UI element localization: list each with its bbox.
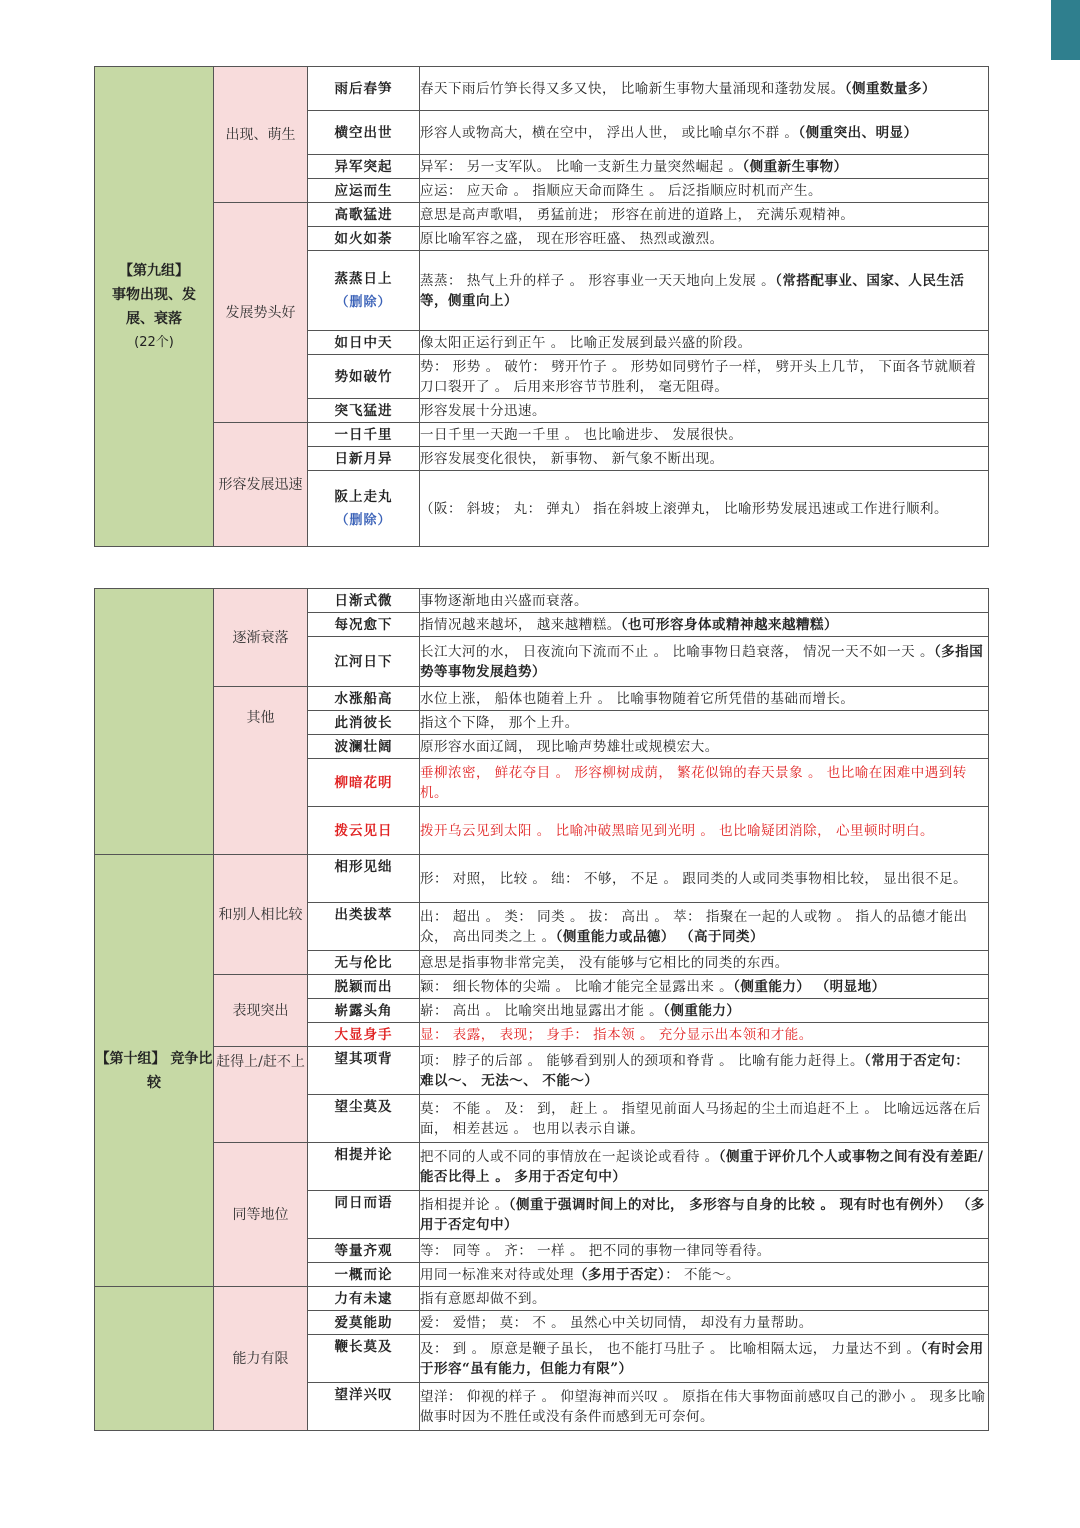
definition: 形容人或物高大，横在空中， 浮出人世， 或比喻卓尔不群 。 — [420, 124, 799, 141]
group-line-1: 事物出现、发 — [112, 286, 196, 303]
definition-note: （侧重能力） （明显地） — [733, 978, 886, 995]
sub-category-cell — [214, 67, 308, 203]
term-cell — [308, 687, 420, 711]
term: 水涨船高 — [334, 690, 393, 707]
definition-cell — [420, 975, 989, 999]
definition: 等： 同等 。 齐： 一样 。 把不同的事物一律同等看待。 — [420, 1242, 771, 1259]
definition-cell — [420, 855, 989, 903]
term-cell — [308, 251, 420, 331]
term: 无与伦比 — [334, 954, 393, 971]
sub-category: 发展势头好 — [225, 304, 296, 321]
term-cell — [308, 999, 420, 1023]
definition: 用同一标准来对待或处理 — [420, 1266, 574, 1283]
sub-category: 表现突出 — [232, 1002, 289, 1019]
term-cell — [308, 203, 420, 227]
term-cell — [308, 903, 420, 951]
definition-note: （侧重新生事物） — [742, 158, 848, 175]
definition-cell — [420, 637, 989, 687]
definition-note: （侧重于评价几个人或事物之间有没有差距/能否比得上 。 多用于否定句中） — [420, 1148, 984, 1185]
term: 柳暗花明 — [334, 774, 393, 791]
definition-cell — [420, 471, 989, 547]
term: 异军突起 — [334, 158, 393, 175]
sub-category-cell — [214, 589, 308, 687]
term: 相形见绌 — [334, 859, 393, 875]
term: 望尘莫及 — [334, 1099, 393, 1115]
definition: 把不同的人或不同的事情放在一起谈论或看待 。 — [420, 1148, 719, 1165]
sub-category-cell — [214, 1287, 308, 1431]
definition: 水位上涨， 船体也随着上升 。 比喻事物随着它所凭借的基础而增长。 — [420, 690, 855, 707]
definition: 势： 形势 。 破竹： 劈开竹子 。 形势如同劈竹子一样， 劈开头上几节， 下面各节就顺着刀口裂开了 。 后用来形容节节胜利， 毫无阻碍。 — [420, 358, 977, 395]
term: 同日而语 — [334, 1195, 393, 1211]
term: 望其项背 — [334, 1051, 393, 1067]
definition-note: （侧重于强调时间上的对比， 多形容与自身的比较 。 现有时也有例外） （多用于否定句中） — [420, 1196, 985, 1233]
definition: 长江大河的水， 日夜流向下流而不止 。 比喻事物日趋衰落， 情况一天不如一天 。 — [420, 643, 934, 660]
definition-note: （多指国势等事物发展趋势） — [420, 643, 984, 680]
sub-category: 出现、萌生 — [225, 126, 296, 143]
definition-cell — [420, 759, 989, 807]
definition-cell — [420, 687, 989, 711]
definition: 垂柳浓密， 鲜花夺目 。 形容柳树成荫， 繁花似锦的春天景象 。 也比喻在困难中遇到转机。 — [420, 764, 967, 801]
definition-cell — [420, 1239, 989, 1263]
term: 出类拔萃 — [334, 907, 393, 923]
definition: 一日千里一天跑一千里 。 也比喻进步、 发展很快。 — [420, 426, 743, 443]
term: 如日中天 — [334, 334, 393, 351]
term-cell — [308, 1263, 420, 1287]
sub-category-cell — [214, 1047, 308, 1143]
sub-category: 形容发展迅速 — [218, 476, 303, 493]
term-cell — [308, 613, 420, 637]
term-cell — [308, 1143, 420, 1191]
term: 一概而论 — [334, 1266, 393, 1283]
term: 脱颖而出 — [334, 978, 393, 995]
term: 如火如荼 — [334, 230, 393, 247]
definition-cell — [420, 1095, 989, 1143]
definition-cell — [420, 331, 989, 355]
definition-note: （常用于否定句： 难以～、 无法～、 不能～） — [420, 1052, 970, 1089]
definition-tail: ： 不能～。 — [665, 1266, 741, 1283]
definition: 望洋： 仰视的样子 。 仰望海神而兴叹 。 原指在伟大事物面前感叹自己的渺小 。 现多比喻做事时因为不胜任或没有条件而感到无可奈何。 — [420, 1388, 986, 1425]
definition-cell — [420, 903, 989, 951]
delete-mark: （删除） — [335, 294, 392, 310]
term-cell — [308, 1239, 420, 1263]
definition: 形： 对照， 比较 。 绌： 不够， 不足 。 跟同类的人或同类事物相比较， 显出很不足。 — [420, 870, 968, 887]
definition: 莫： 不能 。 及： 到， 赶上 。 指望见前面人马扬起的尘土而追赶不上 。 比喻远远落在后面， 相差甚远 。 也用以表示自谦。 — [420, 1100, 982, 1137]
term-cell — [308, 735, 420, 759]
term-cell — [308, 711, 420, 735]
term-cell — [308, 855, 420, 903]
term-cell — [308, 637, 420, 687]
term-cell — [308, 1047, 420, 1095]
term: 势如破竹 — [334, 368, 393, 385]
sub-category-cell — [214, 855, 308, 975]
definition-note: （有时会用于形容“虽有能力，但能力有限”） — [420, 1340, 984, 1377]
definition-cell — [420, 1263, 989, 1287]
definition: 蒸蒸： 热气上升的样子 。 形容事业一天天地向上发展 。 — [420, 272, 776, 289]
definition-cell — [420, 1191, 989, 1239]
term: 此消彼长 — [334, 714, 393, 731]
definition-note: （侧重突出、明显） — [798, 124, 918, 141]
definition-cell — [420, 111, 989, 155]
term: 鞭长莫及 — [334, 1339, 393, 1355]
group-line-2: 展、衰落 — [126, 310, 182, 327]
definition: 爱： 爱惜； 莫： 不 。 虽然心中关切同情， 却没有力量帮助。 — [420, 1314, 813, 1331]
definition: 及： 到 。 原意是鞭子虽长， 也不能打马肚子 。 比喻相隔太远， 力量达不到 。 — [420, 1340, 921, 1357]
term: 江河日下 — [334, 653, 393, 670]
vocab-table-group-9 — [94, 66, 989, 547]
term: 日渐式微 — [334, 592, 393, 609]
definition-cell — [420, 203, 989, 227]
term: 蒸蒸日上 — [334, 270, 393, 287]
definition: 春天下雨后竹笋长得又多又快， 比喻新生事物大量涌现和蓬勃发展。 — [420, 80, 845, 97]
term: 日新月异 — [334, 450, 393, 467]
term: 望洋兴叹 — [334, 1387, 393, 1403]
group-count: (22个) — [134, 334, 174, 350]
term-cell — [308, 111, 420, 155]
definition-cell — [420, 589, 989, 613]
definition-cell — [420, 1311, 989, 1335]
definition-note: （侧重能力或品德） （高于同类） — [555, 928, 765, 945]
sub-category-cell — [214, 975, 308, 1047]
sub-category-cell — [214, 1143, 308, 1287]
definition: 异军： 另一支军队。 比喻一支新生力量突然崛起 。 — [420, 158, 743, 175]
sub-category-cell — [214, 423, 308, 547]
definition-cell — [420, 1023, 989, 1047]
term-cell — [308, 67, 420, 111]
term-cell — [308, 331, 420, 355]
definition-cell — [420, 355, 989, 399]
definition-note: （常搭配事业、国家、人民生活等，侧重向上） — [420, 272, 965, 309]
term: 拨云见日 — [334, 822, 393, 839]
sub-category: 能力有限 — [232, 1350, 289, 1367]
definition-cell — [420, 807, 989, 855]
term-cell — [308, 807, 420, 855]
definition: 指相提并论 。 — [420, 1196, 509, 1213]
sub-category: 赶得上/赶不上 — [216, 1054, 305, 1070]
delete-mark: （删除） — [335, 512, 392, 528]
definition: 指有意愿却做不到。 — [420, 1290, 546, 1307]
term-cell — [308, 589, 420, 613]
group-title: 【第九组】 — [119, 262, 189, 279]
group-cell-blank — [95, 1287, 214, 1431]
term-cell — [308, 1335, 420, 1383]
term: 相提并论 — [334, 1147, 393, 1163]
definition-cell — [420, 227, 989, 251]
term: 力有未逮 — [334, 1290, 393, 1307]
sub-category: 和别人相比较 — [218, 906, 303, 923]
definition: 意思是指事物非常完美， 没有能够与它相比的同类的东西。 — [420, 954, 789, 971]
definition-cell — [420, 155, 989, 179]
sub-category: 其他 — [246, 710, 275, 726]
definition: 显： 表露， 表现； 身手： 指本领 。 充分显示出本领和才能。 — [420, 1026, 813, 1043]
group-cell — [95, 67, 214, 547]
definition-note: （侧重能力） — [663, 1002, 741, 1019]
term-cell — [308, 227, 420, 251]
definition-cell — [420, 399, 989, 423]
definition-note: （多用于否定） — [574, 1266, 666, 1283]
group-cell — [95, 855, 214, 1287]
term: 等量齐观 — [334, 1242, 393, 1259]
definition: 原形容水面辽阔， 现比喻声势雄壮或规模宏大。 — [420, 738, 719, 755]
term-cell — [308, 179, 420, 203]
definition-note: （也可形容身体或精神越来越糟糕） — [620, 616, 839, 633]
term: 应运而生 — [334, 182, 393, 199]
term-cell — [308, 423, 420, 447]
corner-tab — [1051, 0, 1080, 60]
definition-cell — [420, 735, 989, 759]
definition: 意思是高声歌唱， 勇猛前进； 形容在前进的道路上， 充满乐观精神。 — [420, 206, 855, 223]
definition-cell — [420, 1047, 989, 1095]
term: 爱莫能助 — [334, 1314, 393, 1331]
definition-cell — [420, 179, 989, 203]
term-cell — [308, 471, 420, 547]
term-cell — [308, 951, 420, 975]
term: 一日千里 — [334, 426, 393, 443]
definition: 拨开乌云见到太阳 。 比喻冲破黑暗见到光明 。 也比喻疑团消除， 心里顿时明白。 — [420, 822, 934, 839]
definition-cell — [420, 251, 989, 331]
group-title: 【第十组】 竞争比较 — [95, 1050, 213, 1091]
term-cell — [308, 1383, 420, 1431]
sub-category-cell — [214, 203, 308, 423]
definition: 项： 脖子的后部 。 能够看到别人的颈项和脊背 。 比喻有能力赶得上。 — [420, 1052, 864, 1069]
definition: 指这个下降， 那个上升。 — [420, 714, 579, 731]
definition-cell — [420, 613, 989, 637]
definition: 形容发展变化很快， 新事物、 新气象不断出现。 — [420, 450, 724, 467]
term-cell — [308, 155, 420, 179]
term-cell — [308, 1095, 420, 1143]
term: 每况愈下 — [334, 616, 393, 633]
definition: （阪： 斜坡； 丸： 弹丸） 指在斜坡上滚弹丸， 比喻形势发展迅速或工作进行顺利。 — [420, 500, 948, 517]
term-cell — [308, 975, 420, 999]
term: 大显身手 — [334, 1026, 393, 1043]
vocab-table-group-10 — [94, 588, 989, 1431]
definition: 出： 超出 。 类： 同类 。 拔： 高出 。 萃： 指聚在一起的人或物 。 指人的品德才能出众， 高出同类之上 。 — [420, 908, 968, 945]
term-cell — [308, 1023, 420, 1047]
definition: 原比喻军容之盛， 现在形容旺盛、 热烈或激烈。 — [420, 230, 724, 247]
definition: 指情况越来越坏， 越来越糟糕。 — [420, 616, 621, 633]
definition-cell — [420, 1335, 989, 1383]
term: 阪上走丸 — [334, 488, 393, 505]
term-cell — [308, 1311, 420, 1335]
definition-cell — [420, 1383, 989, 1431]
term-cell — [308, 1191, 420, 1239]
definition: 形容发展十分迅速。 — [420, 402, 546, 419]
term: 高歌猛进 — [334, 206, 393, 223]
definition-cell — [420, 423, 989, 447]
term-cell — [308, 399, 420, 423]
definition-cell — [420, 1287, 989, 1311]
definition: 应运： 应天命 。 指顺应天命而降生 。 后泛指顺应时机而产生。 — [420, 182, 822, 199]
term: 崭露头角 — [334, 1002, 393, 1019]
definition-cell — [420, 67, 989, 111]
sub-category: 同等地位 — [232, 1206, 289, 1223]
definition: 像太阳正运行到正午 。 比喻正发展到最兴盛的阶段。 — [420, 334, 752, 351]
definition: 崭： 高出 。 比喻突出地显露出才能 。 — [420, 1002, 664, 1019]
definition-cell — [420, 711, 989, 735]
definition-cell — [420, 447, 989, 471]
term-cell — [308, 1287, 420, 1311]
definition-cell — [420, 1143, 989, 1191]
definition: 颖： 细长物体的尖端 。 比喻才能完全显露出来 。 — [420, 978, 734, 995]
definition: 事物逐渐地由兴盛而衰落。 — [420, 592, 588, 609]
term-cell — [308, 759, 420, 807]
sub-category: 逐渐衰落 — [232, 629, 289, 646]
term: 横空出世 — [334, 124, 393, 141]
term: 雨后春笋 — [334, 80, 393, 97]
sub-category-cell — [214, 687, 308, 855]
term: 突飞猛进 — [334, 402, 393, 419]
definition-cell — [420, 951, 989, 975]
term-cell — [308, 447, 420, 471]
definition-note: （侧重数量多） — [844, 80, 937, 97]
term: 波澜壮阔 — [334, 738, 393, 755]
term-cell — [308, 355, 420, 399]
definition-cell — [420, 999, 989, 1023]
group-cell-blank — [95, 589, 214, 855]
